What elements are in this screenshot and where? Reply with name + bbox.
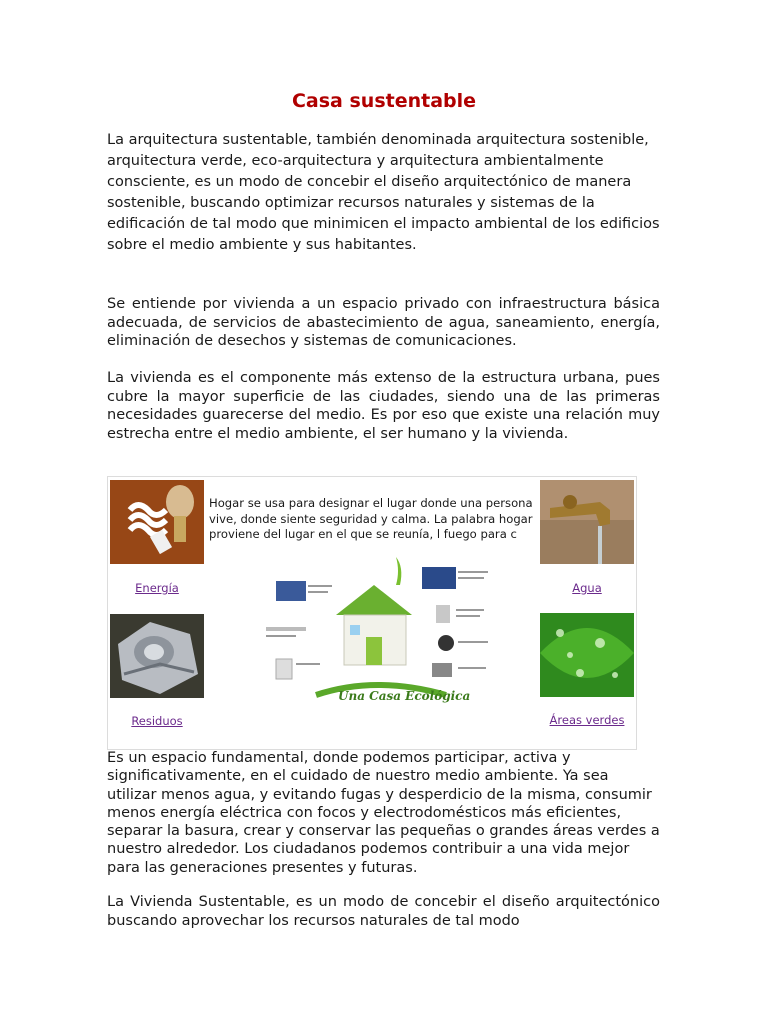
energy-photo[interactable] — [110, 480, 204, 564]
infographic-banner: Una Casa Ecológica — [338, 689, 471, 703]
green-areas-link[interactable]: Áreas verdes — [549, 713, 625, 727]
waste-link[interactable]: Residuos — [131, 714, 183, 728]
paragraph-1: La arquitectura sustentable, también denominada arquitectura sostenible, arquitectura verde, eco-arquitectura y arquitectura ambientalmente consciente, es un modo de concebir el diseño arquitectónico de manera sostenible, buscando optimizar recursos naturales y sistemas de la edificación de tal modo que minimicen el impacto ambiental de los edificios sobre el medio ambiente y sus habitantes. — [107, 132, 660, 253]
page-title: Casa sustentable — [291, 90, 477, 112]
waste-photo[interactable] — [110, 614, 204, 698]
hogar-text: Hogar se usa para designar el lugar donde una persona vive, donde siente seguridad y calma. La palabra hogar proviene del lugar en el que se reunía, l fuego para c — [209, 496, 533, 541]
eco-house-infographic — [246, 545, 504, 721]
paragraph-3: La vivienda es el componente más extenso de la estructura urbana, pues cubre la mayor superficie de las ciudades, siendo una de las primeras necesidades guarecerse del medio. Es por eso que existe una relación muy estrecha entre el medio ambiente, el ser humano y la vivienda. — [107, 370, 660, 442]
paragraph-2: Se entiende por vivienda a un espacio privado con infraestructura básica adecuada, de servicios de abastecimiento de agua, saneamiento, energía, eliminación de desechos y sistemas de comunicaciones. — [107, 296, 660, 349]
paragraph-4: Es un espacio fundamental, donde podemos participar, activa y significativamente, en el cuidado de nuestro medio ambiente. Ya sea utilizar menos agua, y evitando fugas y desperdicio de la misma, consumir menos energía eléctrica con focos y electrodomésticos más eficientes, separar la basura, crear y conservar las pequeñas o grandes áreas verdes a nuestro alrededor. Los ciudadanos podemos contribuir a una vida mejor para las generaciones presentes y futuras. — [107, 750, 660, 876]
green-areas-photo[interactable] — [540, 613, 634, 697]
eco-image-panel — [107, 476, 637, 750]
paragraph-5: La Vivienda Sustentable, es un modo de concebir el diseño arquitectónico buscando aprovechar los recursos naturales de tal modo — [107, 894, 660, 929]
energy-link[interactable]: Energía — [135, 581, 179, 595]
water-photo[interactable] — [540, 480, 634, 564]
water-link[interactable]: Agua — [572, 581, 602, 595]
